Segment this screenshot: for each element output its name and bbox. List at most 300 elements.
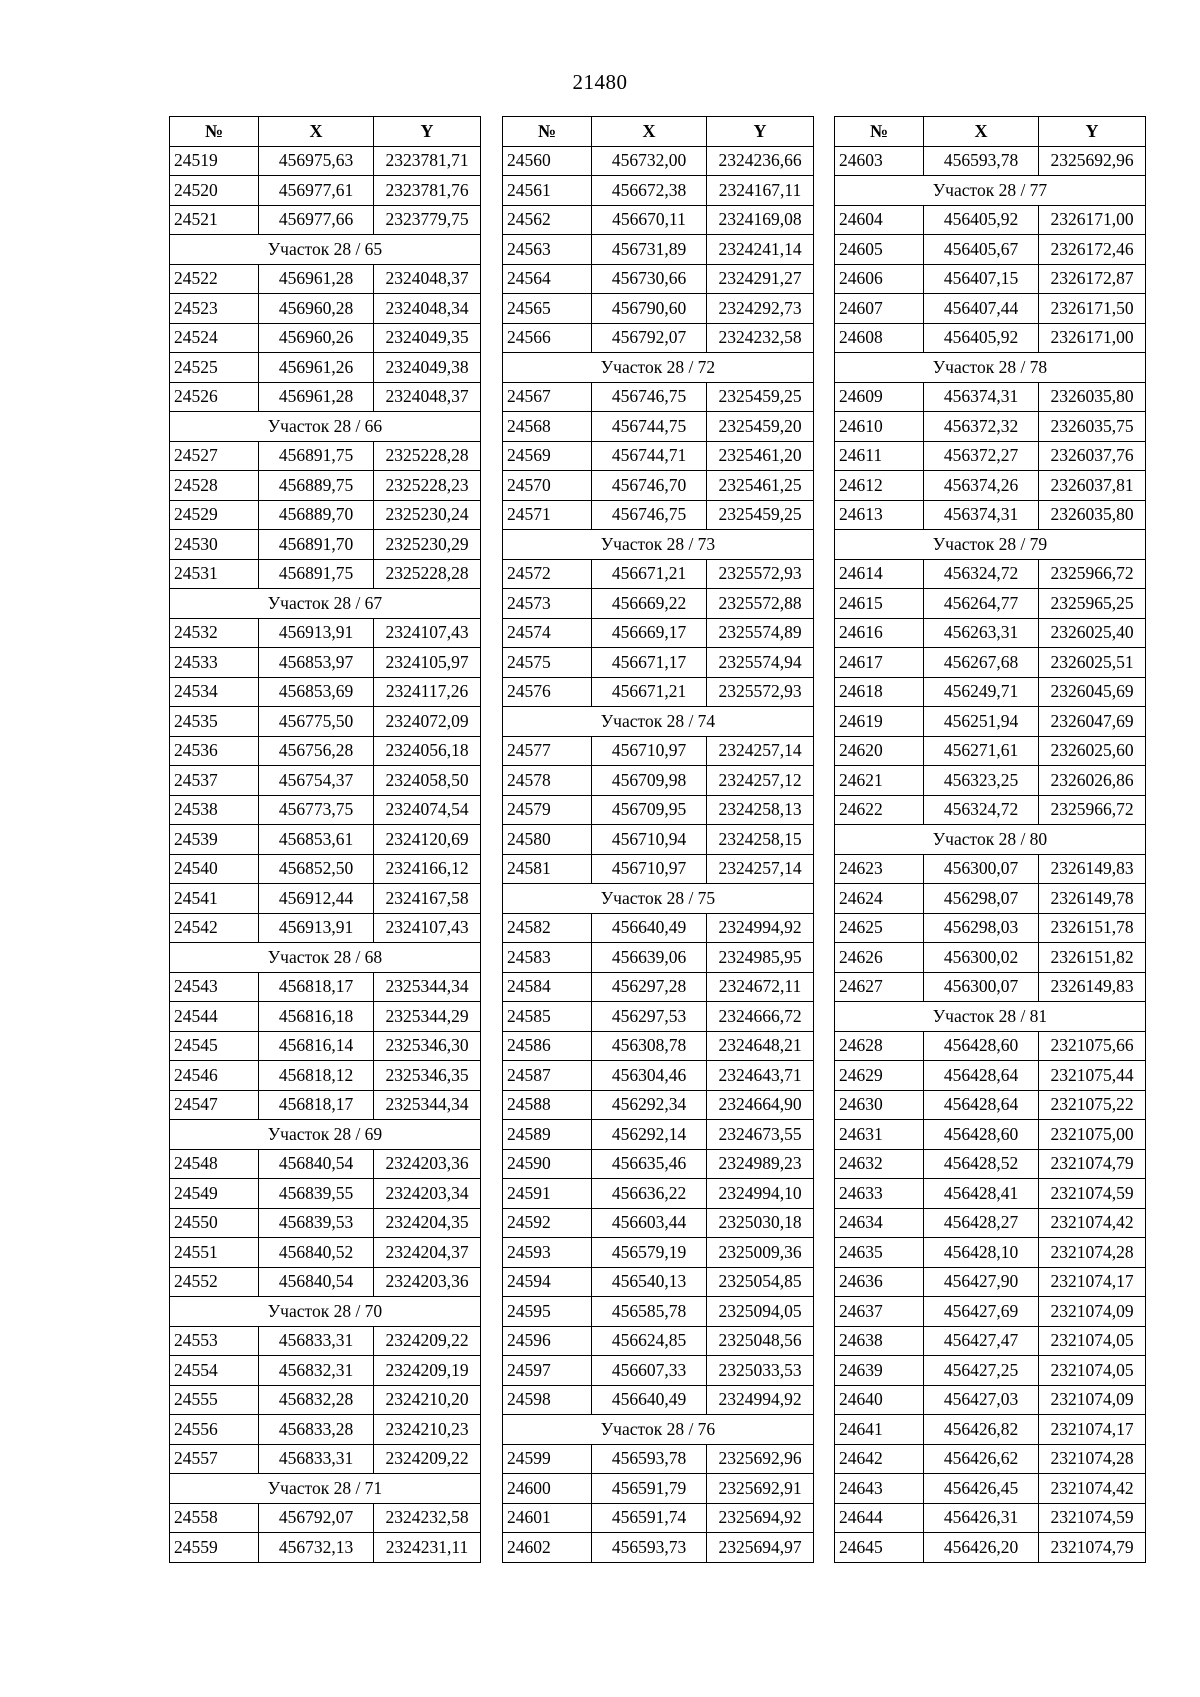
x-coordinate-cell: 456636,22 xyxy=(592,1179,707,1209)
section-row xyxy=(170,1297,481,1327)
x-coordinate-cell: 456710,97 xyxy=(592,854,707,884)
table-row xyxy=(170,146,481,176)
table-row xyxy=(835,294,1146,324)
x-coordinate-cell: 456669,17 xyxy=(592,618,707,648)
section-title: Участок 28 / 74 xyxy=(503,707,814,737)
point-number-cell: 24609 xyxy=(835,382,924,412)
table-row xyxy=(503,825,814,855)
y-coordinate-cell: 2324209,22 xyxy=(374,1444,481,1474)
table-row xyxy=(835,1385,1146,1415)
section-title: Участок 28 / 81 xyxy=(835,1002,1146,1032)
point-number-cell: 24533 xyxy=(170,648,259,678)
section-title: Участок 28 / 69 xyxy=(170,1120,481,1150)
table-row xyxy=(835,1238,1146,1268)
table-row xyxy=(835,1179,1146,1209)
x-coordinate-cell: 456670,11 xyxy=(592,205,707,235)
section-title: Участок 28 / 70 xyxy=(170,1297,481,1327)
page-number: 21480 xyxy=(572,70,628,94)
x-coordinate-cell: 456853,69 xyxy=(259,677,374,707)
point-number-cell: 24583 xyxy=(503,943,592,973)
y-coordinate-cell: 2326151,82 xyxy=(1039,943,1146,973)
point-number-cell: 24531 xyxy=(170,559,259,589)
y-coordinate-cell: 2324232,58 xyxy=(374,1503,481,1533)
point-number-cell: 24592 xyxy=(503,1208,592,1238)
table-row xyxy=(503,1444,814,1474)
table-row xyxy=(170,1415,481,1445)
column-header-y: Y xyxy=(1039,117,1146,147)
point-number-cell: 24628 xyxy=(835,1031,924,1061)
coordinates-table-right xyxy=(834,116,1146,1563)
y-coordinate-cell: 2324049,35 xyxy=(374,323,481,353)
y-coordinate-cell: 2325346,35 xyxy=(374,1061,481,1091)
point-number-cell: 24535 xyxy=(170,707,259,737)
point-number-cell: 24581 xyxy=(503,854,592,884)
y-coordinate-cell: 2321074,09 xyxy=(1039,1385,1146,1415)
y-coordinate-cell: 2321074,42 xyxy=(1039,1474,1146,1504)
x-coordinate-cell: 456374,31 xyxy=(924,500,1039,530)
x-coordinate-cell: 456671,21 xyxy=(592,559,707,589)
table-row xyxy=(835,146,1146,176)
x-coordinate-cell: 456591,79 xyxy=(592,1474,707,1504)
section-row xyxy=(835,530,1146,560)
y-coordinate-cell: 2324120,69 xyxy=(374,825,481,855)
y-coordinate-cell: 2324074,54 xyxy=(374,795,481,825)
point-number-cell: 24636 xyxy=(835,1267,924,1297)
point-number-cell: 24536 xyxy=(170,736,259,766)
table-row xyxy=(835,1031,1146,1061)
x-coordinate-cell: 456889,70 xyxy=(259,500,374,530)
x-coordinate-cell: 456710,94 xyxy=(592,825,707,855)
table-row xyxy=(503,618,814,648)
column-header-number: № xyxy=(170,117,259,147)
x-coordinate-cell: 456744,71 xyxy=(592,441,707,471)
x-coordinate-cell: 456833,31 xyxy=(259,1326,374,1356)
x-coordinate-cell: 456593,78 xyxy=(924,146,1039,176)
y-coordinate-cell: 2326045,69 xyxy=(1039,677,1146,707)
y-coordinate-cell: 2324210,20 xyxy=(374,1385,481,1415)
y-coordinate-cell: 2326171,00 xyxy=(1039,323,1146,353)
table-body xyxy=(835,146,1146,1562)
point-number-cell: 24538 xyxy=(170,795,259,825)
table-row xyxy=(170,559,481,589)
x-coordinate-cell: 456427,25 xyxy=(924,1356,1039,1386)
x-coordinate-cell: 456300,07 xyxy=(924,854,1039,884)
x-coordinate-cell: 456405,67 xyxy=(924,235,1039,265)
x-coordinate-cell: 456840,54 xyxy=(259,1267,374,1297)
point-number-cell: 24599 xyxy=(503,1444,592,1474)
point-number-cell: 24548 xyxy=(170,1149,259,1179)
x-coordinate-cell: 456428,41 xyxy=(924,1179,1039,1209)
point-number-cell: 24595 xyxy=(503,1297,592,1327)
table-row xyxy=(170,500,481,530)
table-row xyxy=(170,1326,481,1356)
section-title: Участок 28 / 71 xyxy=(170,1474,481,1504)
table-row xyxy=(170,1444,481,1474)
x-coordinate-cell: 456426,62 xyxy=(924,1444,1039,1474)
y-coordinate-cell: 2324241,14 xyxy=(707,235,814,265)
y-coordinate-cell: 2324203,34 xyxy=(374,1179,481,1209)
y-coordinate-cell: 2321074,59 xyxy=(1039,1179,1146,1209)
y-coordinate-cell: 2325966,72 xyxy=(1039,559,1146,589)
x-coordinate-cell: 456427,03 xyxy=(924,1385,1039,1415)
table-row xyxy=(835,795,1146,825)
y-coordinate-cell: 2325461,20 xyxy=(707,441,814,471)
point-number-cell: 24588 xyxy=(503,1090,592,1120)
y-coordinate-cell: 2323779,75 xyxy=(374,205,481,235)
x-coordinate-cell: 456756,28 xyxy=(259,736,374,766)
section-row xyxy=(170,1120,481,1150)
y-coordinate-cell: 2325230,29 xyxy=(374,530,481,560)
point-number-cell: 24591 xyxy=(503,1179,592,1209)
y-coordinate-cell: 2325692,96 xyxy=(707,1444,814,1474)
point-number-cell: 24539 xyxy=(170,825,259,855)
y-coordinate-cell: 2323781,76 xyxy=(374,176,481,206)
table-row xyxy=(835,736,1146,766)
x-coordinate-cell: 456324,72 xyxy=(924,795,1039,825)
x-coordinate-cell: 456304,46 xyxy=(592,1061,707,1091)
point-number-cell: 24587 xyxy=(503,1061,592,1091)
y-coordinate-cell: 2324107,43 xyxy=(374,618,481,648)
table-row xyxy=(170,264,481,294)
x-coordinate-cell: 456324,72 xyxy=(924,559,1039,589)
point-number-cell: 24569 xyxy=(503,441,592,471)
section-row xyxy=(170,943,481,973)
y-coordinate-cell: 2325692,96 xyxy=(1039,146,1146,176)
point-number-cell: 24614 xyxy=(835,559,924,589)
x-coordinate-cell: 456709,98 xyxy=(592,766,707,796)
point-number-cell: 24524 xyxy=(170,323,259,353)
point-number-cell: 24603 xyxy=(835,146,924,176)
table-row xyxy=(170,441,481,471)
y-coordinate-cell: 2325694,92 xyxy=(707,1503,814,1533)
x-coordinate-cell: 456709,95 xyxy=(592,795,707,825)
point-number-cell: 24601 xyxy=(503,1503,592,1533)
column-header-x: X xyxy=(259,117,374,147)
x-coordinate-cell: 456374,26 xyxy=(924,471,1039,501)
y-coordinate-cell: 2325228,28 xyxy=(374,559,481,589)
y-coordinate-cell: 2326025,60 xyxy=(1039,736,1146,766)
table-row xyxy=(170,1356,481,1386)
x-coordinate-cell: 456591,74 xyxy=(592,1503,707,1533)
point-number-cell: 24572 xyxy=(503,559,592,589)
table-row xyxy=(170,176,481,206)
table-row xyxy=(835,471,1146,501)
y-coordinate-cell: 2321075,00 xyxy=(1039,1120,1146,1150)
y-coordinate-cell: 2321075,66 xyxy=(1039,1031,1146,1061)
column-header-y: Y xyxy=(374,117,481,147)
y-coordinate-cell: 2325048,56 xyxy=(707,1326,814,1356)
table-row xyxy=(835,500,1146,530)
table-row xyxy=(170,648,481,678)
table-row xyxy=(503,648,814,678)
y-coordinate-cell: 2324232,58 xyxy=(707,323,814,353)
y-coordinate-cell: 2324048,37 xyxy=(374,264,481,294)
table-row xyxy=(170,766,481,796)
point-number-cell: 24645 xyxy=(835,1533,924,1563)
y-coordinate-cell: 2321074,79 xyxy=(1039,1149,1146,1179)
x-coordinate-cell: 456818,12 xyxy=(259,1061,374,1091)
y-coordinate-cell: 2325344,34 xyxy=(374,1090,481,1120)
point-number-cell: 24638 xyxy=(835,1326,924,1356)
section-title: Участок 28 / 80 xyxy=(835,825,1146,855)
x-coordinate-cell: 456891,75 xyxy=(259,441,374,471)
point-number-cell: 24629 xyxy=(835,1061,924,1091)
point-number-cell: 24563 xyxy=(503,235,592,265)
point-number-cell: 24600 xyxy=(503,1474,592,1504)
section-row xyxy=(503,530,814,560)
y-coordinate-cell: 2324257,14 xyxy=(707,854,814,884)
x-coordinate-cell: 456323,25 xyxy=(924,766,1039,796)
point-number-cell: 24639 xyxy=(835,1356,924,1386)
section-row xyxy=(503,884,814,914)
point-number-cell: 24570 xyxy=(503,471,592,501)
y-coordinate-cell: 2324167,58 xyxy=(374,884,481,914)
point-number-cell: 24584 xyxy=(503,972,592,1002)
table-row xyxy=(503,500,814,530)
y-coordinate-cell: 2326172,87 xyxy=(1039,264,1146,294)
table-row xyxy=(170,1208,481,1238)
point-number-cell: 24558 xyxy=(170,1503,259,1533)
point-number-cell: 24616 xyxy=(835,618,924,648)
y-coordinate-cell: 2326149,83 xyxy=(1039,854,1146,884)
point-number-cell: 24619 xyxy=(835,707,924,737)
x-coordinate-cell: 456405,92 xyxy=(924,205,1039,235)
table-row xyxy=(170,1179,481,1209)
point-number-cell: 24568 xyxy=(503,412,592,442)
y-coordinate-cell: 2325228,23 xyxy=(374,471,481,501)
y-coordinate-cell: 2321074,09 xyxy=(1039,1297,1146,1327)
section-row xyxy=(835,176,1146,206)
y-coordinate-cell: 2326037,76 xyxy=(1039,441,1146,471)
x-coordinate-cell: 456977,61 xyxy=(259,176,374,206)
x-coordinate-cell: 456669,22 xyxy=(592,589,707,619)
y-coordinate-cell: 2321074,28 xyxy=(1039,1238,1146,1268)
x-coordinate-cell: 456426,82 xyxy=(924,1415,1039,1445)
table-row xyxy=(170,323,481,353)
column-header-x: X xyxy=(592,117,707,147)
table-row xyxy=(503,1385,814,1415)
table-row xyxy=(170,618,481,648)
x-coordinate-cell: 456585,78 xyxy=(592,1297,707,1327)
point-number-cell: 24534 xyxy=(170,677,259,707)
point-number-cell: 24530 xyxy=(170,530,259,560)
table-row xyxy=(170,1061,481,1091)
point-number-cell: 24537 xyxy=(170,766,259,796)
point-number-cell: 24642 xyxy=(835,1444,924,1474)
table-row xyxy=(503,795,814,825)
table-row xyxy=(835,1090,1146,1120)
y-coordinate-cell: 2324994,92 xyxy=(707,1385,814,1415)
table-header-row xyxy=(835,117,1146,147)
section-title: Участок 28 / 75 xyxy=(503,884,814,914)
y-coordinate-cell: 2324209,19 xyxy=(374,1356,481,1386)
x-coordinate-cell: 456961,28 xyxy=(259,382,374,412)
coordinates-table-middle xyxy=(502,116,814,1563)
y-coordinate-cell: 2324994,10 xyxy=(707,1179,814,1209)
x-coordinate-cell: 456607,33 xyxy=(592,1356,707,1386)
table-row xyxy=(835,382,1146,412)
point-number-cell: 24622 xyxy=(835,795,924,825)
y-coordinate-cell: 2325054,85 xyxy=(707,1267,814,1297)
x-coordinate-cell: 456624,85 xyxy=(592,1326,707,1356)
x-coordinate-cell: 456839,55 xyxy=(259,1179,374,1209)
point-number-cell: 24562 xyxy=(503,205,592,235)
x-coordinate-cell: 456640,49 xyxy=(592,913,707,943)
y-coordinate-cell: 2324985,95 xyxy=(707,943,814,973)
table-row xyxy=(503,176,814,206)
point-number-cell: 24554 xyxy=(170,1356,259,1386)
y-coordinate-cell: 2326171,00 xyxy=(1039,205,1146,235)
x-coordinate-cell: 456853,97 xyxy=(259,648,374,678)
section-title: Участок 28 / 72 xyxy=(503,353,814,383)
x-coordinate-cell: 456891,70 xyxy=(259,530,374,560)
section-row xyxy=(503,353,814,383)
section-title: Участок 28 / 76 xyxy=(503,1415,814,1445)
x-coordinate-cell: 456960,28 xyxy=(259,294,374,324)
x-coordinate-cell: 456730,66 xyxy=(592,264,707,294)
x-coordinate-cell: 456267,68 xyxy=(924,648,1039,678)
y-coordinate-cell: 2326026,86 xyxy=(1039,766,1146,796)
x-coordinate-cell: 456818,17 xyxy=(259,1090,374,1120)
section-title: Участок 28 / 66 xyxy=(170,412,481,442)
x-coordinate-cell: 456833,28 xyxy=(259,1415,374,1445)
point-number-cell: 24557 xyxy=(170,1444,259,1474)
point-number-cell: 24545 xyxy=(170,1031,259,1061)
x-coordinate-cell: 456710,97 xyxy=(592,736,707,766)
point-number-cell: 24543 xyxy=(170,972,259,1002)
x-coordinate-cell: 456427,69 xyxy=(924,1297,1039,1327)
y-coordinate-cell: 2325033,53 xyxy=(707,1356,814,1386)
table-row xyxy=(835,1415,1146,1445)
y-coordinate-cell: 2324643,71 xyxy=(707,1061,814,1091)
table-row xyxy=(835,618,1146,648)
table-row xyxy=(503,1208,814,1238)
point-number-cell: 24527 xyxy=(170,441,259,471)
y-coordinate-cell: 2321074,17 xyxy=(1039,1415,1146,1445)
y-coordinate-cell: 2325574,89 xyxy=(707,618,814,648)
x-coordinate-cell: 456853,61 xyxy=(259,825,374,855)
table-row xyxy=(835,1444,1146,1474)
point-number-cell: 24607 xyxy=(835,294,924,324)
table-row xyxy=(503,264,814,294)
y-coordinate-cell: 2324107,43 xyxy=(374,913,481,943)
point-number-cell: 24597 xyxy=(503,1356,592,1386)
point-number-cell: 24526 xyxy=(170,382,259,412)
y-coordinate-cell: 2325965,25 xyxy=(1039,589,1146,619)
table-row xyxy=(835,884,1146,914)
section-title: Участок 28 / 68 xyxy=(170,943,481,973)
x-coordinate-cell: 456746,70 xyxy=(592,471,707,501)
point-number-cell: 24631 xyxy=(835,1120,924,1150)
y-coordinate-cell: 2326149,78 xyxy=(1039,884,1146,914)
point-number-cell: 24604 xyxy=(835,205,924,235)
table-row xyxy=(503,323,814,353)
point-number-cell: 24577 xyxy=(503,736,592,766)
y-coordinate-cell: 2326035,75 xyxy=(1039,412,1146,442)
y-coordinate-cell: 2321074,17 xyxy=(1039,1267,1146,1297)
y-coordinate-cell: 2325459,25 xyxy=(707,500,814,530)
table-header-row xyxy=(170,117,481,147)
point-number-cell: 24618 xyxy=(835,677,924,707)
section-row xyxy=(835,1002,1146,1032)
y-coordinate-cell: 2321074,05 xyxy=(1039,1356,1146,1386)
table-row xyxy=(835,1267,1146,1297)
x-coordinate-cell: 456263,31 xyxy=(924,618,1039,648)
table-row xyxy=(170,1385,481,1415)
table-row xyxy=(503,1326,814,1356)
table-row xyxy=(835,412,1146,442)
y-coordinate-cell: 2325230,24 xyxy=(374,500,481,530)
point-number-cell: 24585 xyxy=(503,1002,592,1032)
section-row xyxy=(170,235,481,265)
y-coordinate-cell: 2325346,30 xyxy=(374,1031,481,1061)
table-row xyxy=(170,1533,481,1563)
y-coordinate-cell: 2324258,13 xyxy=(707,795,814,825)
x-coordinate-cell: 456792,07 xyxy=(592,323,707,353)
table-row xyxy=(503,1061,814,1091)
point-number-cell: 24519 xyxy=(170,146,259,176)
point-number-cell: 24590 xyxy=(503,1149,592,1179)
point-number-cell: 24621 xyxy=(835,766,924,796)
point-number-cell: 24596 xyxy=(503,1326,592,1356)
point-number-cell: 24564 xyxy=(503,264,592,294)
section-title: Участок 28 / 65 xyxy=(170,235,481,265)
x-coordinate-cell: 456732,00 xyxy=(592,146,707,176)
table-row xyxy=(835,1533,1146,1563)
point-number-cell: 24630 xyxy=(835,1090,924,1120)
x-coordinate-cell: 456671,17 xyxy=(592,648,707,678)
table-row xyxy=(503,441,814,471)
y-coordinate-cell: 2324048,37 xyxy=(374,382,481,412)
y-coordinate-cell: 2324167,11 xyxy=(707,176,814,206)
y-coordinate-cell: 2326151,78 xyxy=(1039,913,1146,943)
point-number-cell: 24606 xyxy=(835,264,924,294)
point-number-cell: 24550 xyxy=(170,1208,259,1238)
y-coordinate-cell: 2321074,79 xyxy=(1039,1533,1146,1563)
point-number-cell: 24582 xyxy=(503,913,592,943)
y-coordinate-cell: 2324994,92 xyxy=(707,913,814,943)
y-coordinate-cell: 2321074,59 xyxy=(1039,1503,1146,1533)
x-coordinate-cell: 456773,75 xyxy=(259,795,374,825)
x-coordinate-cell: 456426,45 xyxy=(924,1474,1039,1504)
y-coordinate-cell: 2325461,25 xyxy=(707,471,814,501)
x-coordinate-cell: 456428,52 xyxy=(924,1149,1039,1179)
point-number-cell: 24641 xyxy=(835,1415,924,1445)
section-title: Участок 28 / 73 xyxy=(503,530,814,560)
section-row xyxy=(170,1474,481,1504)
table-row xyxy=(503,1356,814,1386)
section-row xyxy=(503,1415,814,1445)
y-coordinate-cell: 2324117,26 xyxy=(374,677,481,707)
section-title: Участок 28 / 77 xyxy=(835,176,1146,206)
point-number-cell: 24623 xyxy=(835,854,924,884)
x-coordinate-cell: 456593,78 xyxy=(592,1444,707,1474)
table-row xyxy=(170,854,481,884)
table-row xyxy=(170,795,481,825)
y-coordinate-cell: 2325692,91 xyxy=(707,1474,814,1504)
x-coordinate-cell: 456975,63 xyxy=(259,146,374,176)
point-number-cell: 24529 xyxy=(170,500,259,530)
point-number-cell: 24589 xyxy=(503,1120,592,1150)
table-row xyxy=(503,235,814,265)
y-coordinate-cell: 2324203,36 xyxy=(374,1149,481,1179)
y-coordinate-cell: 2324204,37 xyxy=(374,1238,481,1268)
x-coordinate-cell: 456961,26 xyxy=(259,353,374,383)
table-row xyxy=(835,1356,1146,1386)
x-coordinate-cell: 456428,64 xyxy=(924,1061,1039,1091)
table-row xyxy=(835,1474,1146,1504)
point-number-cell: 24560 xyxy=(503,146,592,176)
